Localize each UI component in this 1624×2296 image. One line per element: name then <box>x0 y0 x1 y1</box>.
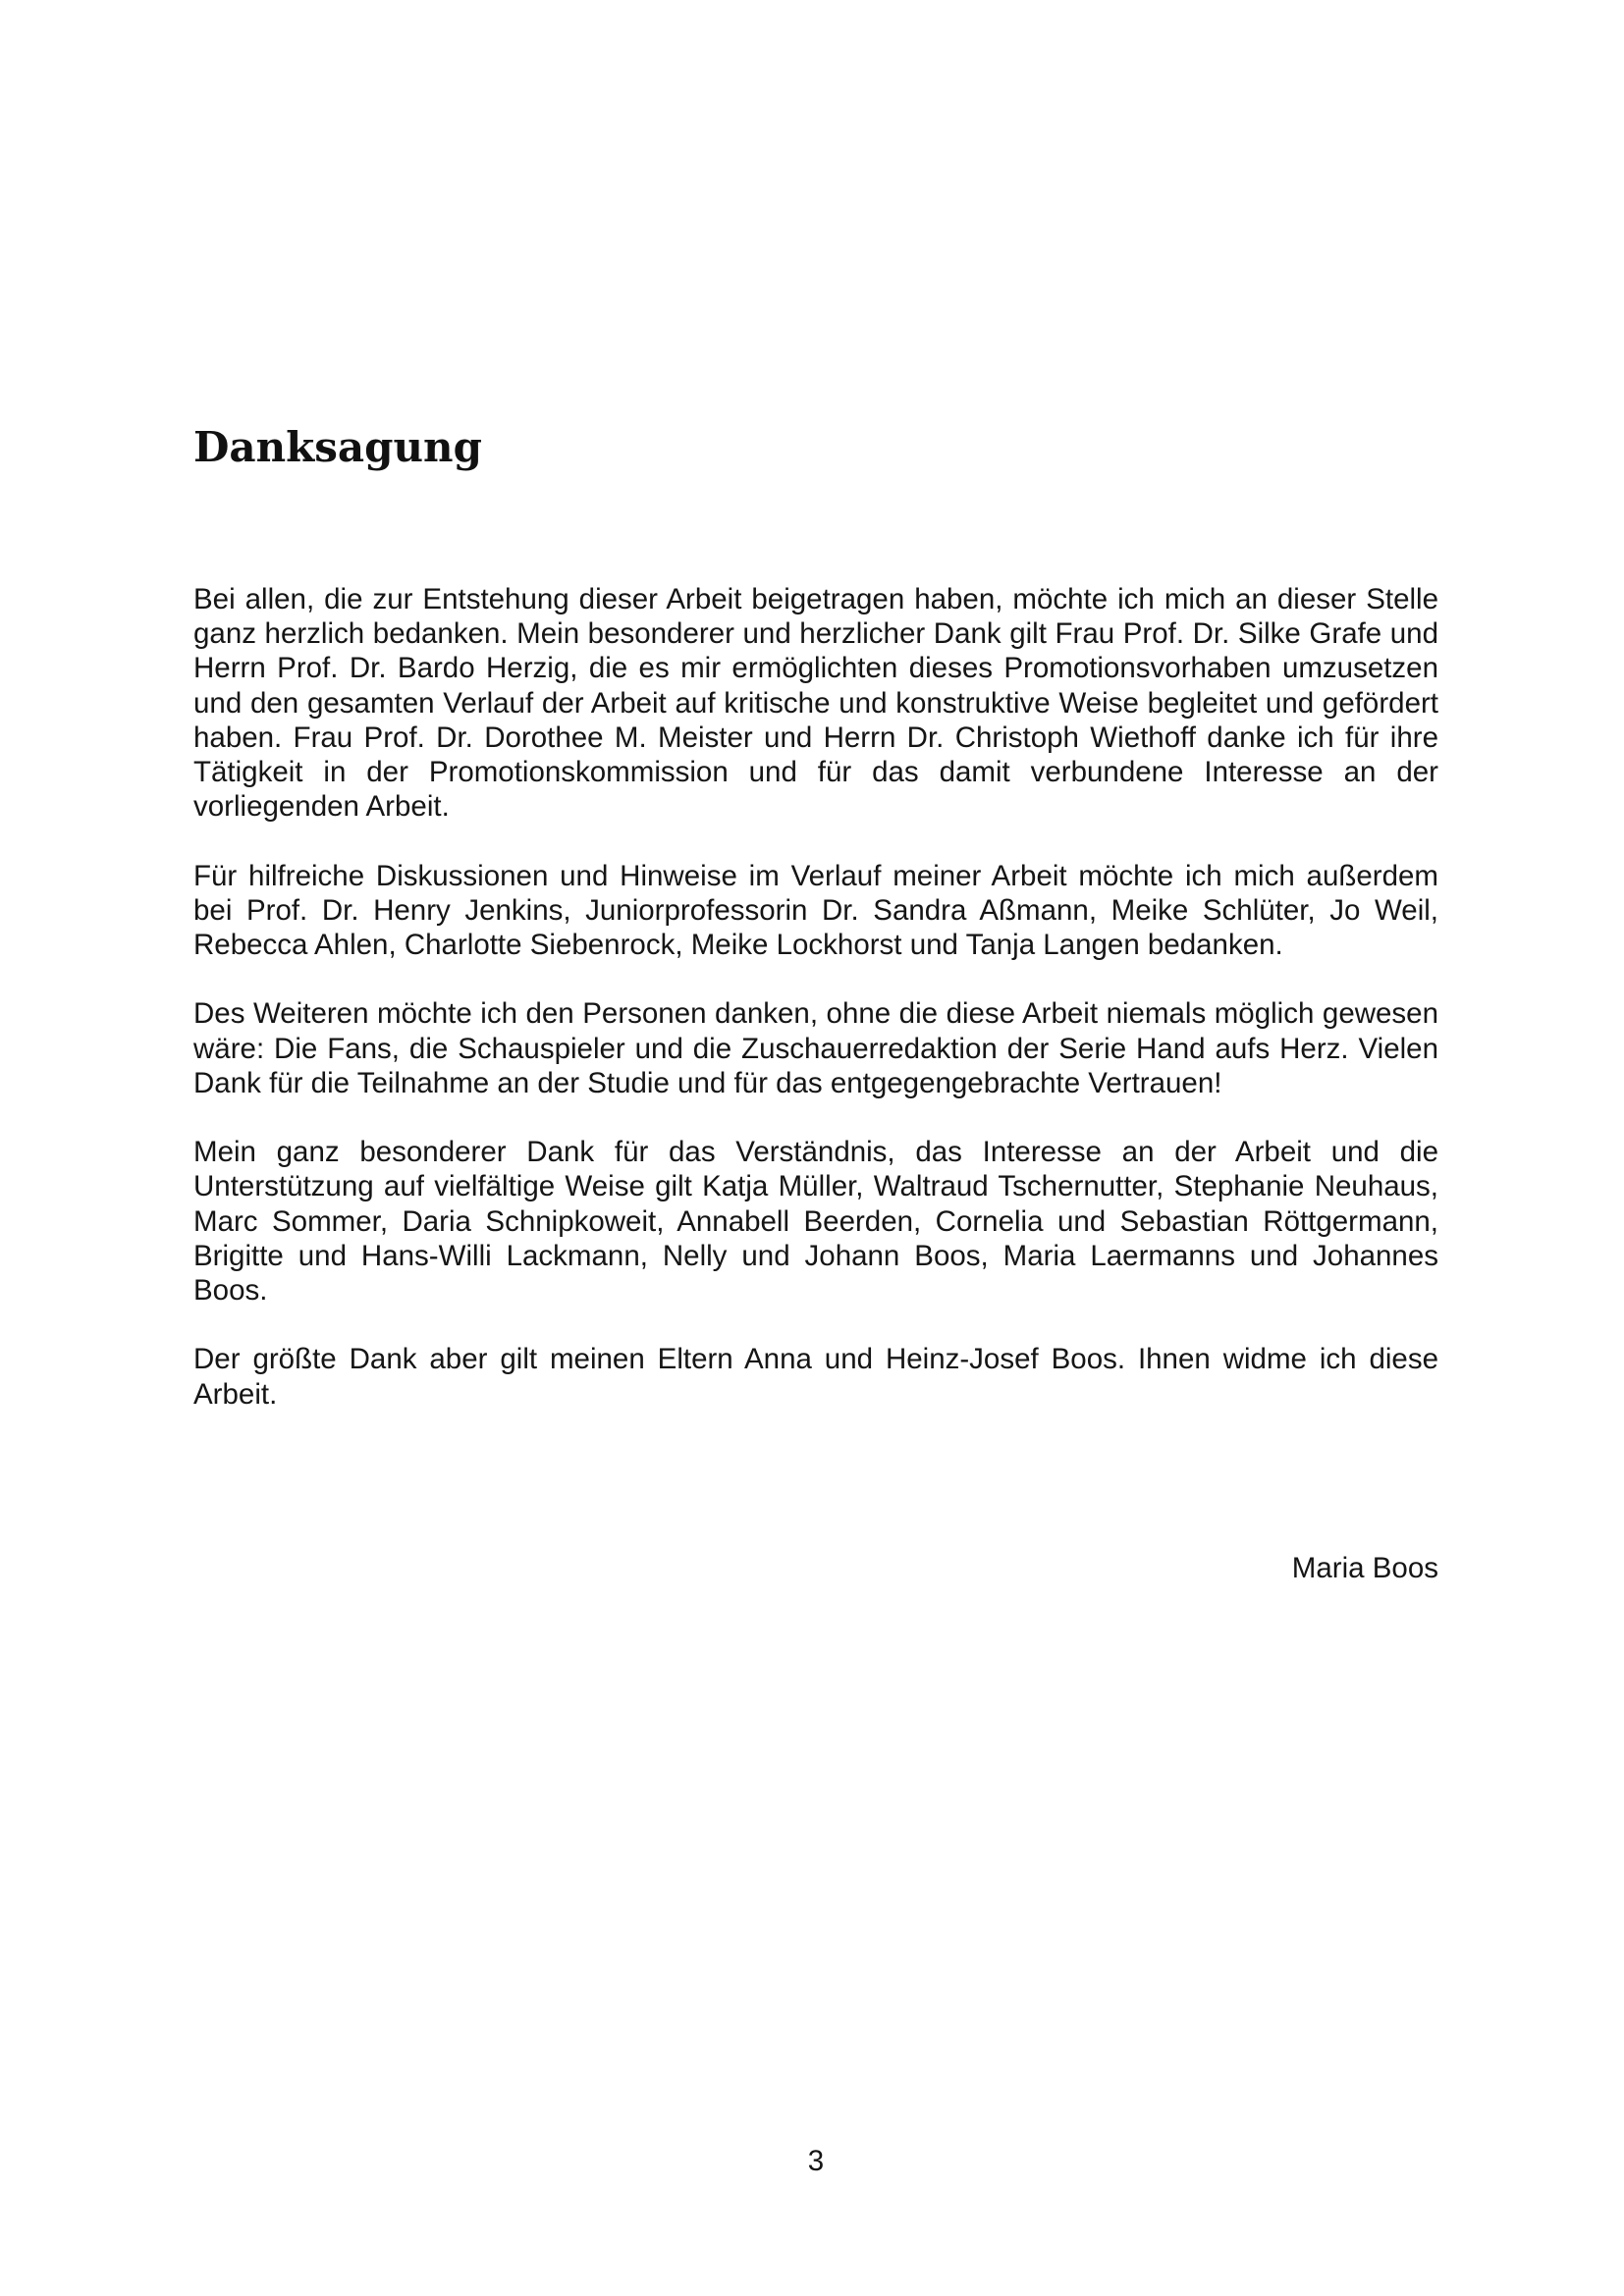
acknowledgements-body <box>193 582 1438 1446</box>
author-signature: Maria Boos <box>1291 1552 1438 1584</box>
paragraph-parents: Der größte Dank aber gilt meinen Eltern Anna und Heinz-Josef Boos. Ihnen widme ich diese Arbeit. <box>193 1343 1438 1411</box>
paragraph-discussions: Für hilfreiche Diskussionen und Hinweise im Verlauf meiner Arbeit möchte ich mich außerdem bei Prof. Dr. Henry Jenkins, Juniorprofessorin Dr. Sandra Aßmann, Meike Schlüter, Jo Weil, Rebecca Ahlen, Charlotte Siebenrock, Meike Lockhorst und Tanja Langen bedanken. <box>193 859 1438 962</box>
paragraph-participants: Des Weiteren möchte ich den Personen danken, ohne die diese Arbeit niemals möglich gewesen wäre: Die Fans, die Schauspieler und die Zuschauerredaktion der Serie Hand aufs Herz. Vielen Dank für die Teilnahme an der Studie und für das entgegengebrachte Vertrauen! <box>193 997 1438 1099</box>
paragraph-supervisors: Bei allen, die zur Entstehung dieser Arbeit beigetragen haben, möchte ich mich an dieser Stelle ganz herzlich bedanken. Mein besonderer und herzlicher Dank gilt Frau Prof. Dr. Silke Grafe und Herrn Prof. Dr. Bardo Herzig, die es mir ermöglichten dieses Promotionsvorhaben umzusetzen und den gesamten Verlauf der Arbeit auf kritische und konstruktive Weise begleitet und gefördert haben. Frau Prof. Dr. Dorothee M. Meister und Herrn Dr. Christoph Wiethoff danke ich für ihre Tätigkeit in der Promotionskommission und für das damit verbundene Interesse an der vorliegenden Arbeit. <box>193 583 1438 824</box>
page-number: 3 <box>807 2145 825 2177</box>
paragraph-support: Mein ganz besonderer Dank für das Verständnis, das Interesse an der Arbeit und die Unterstützung auf vielfältige Weise gilt Katja Müller, Waltraud Tschernutter, Stephanie Neuhaus, Marc Sommer, Daria Schnipkoweit, Annabell Beerden, Cornelia und Sebastian Röttgermann, Brigitte und Hans-Willi Lackmann, Nelly und Johann Boos, Maria Laermanns und Johannes Boos. <box>193 1136 1438 1308</box>
page-title: Danksagung <box>193 423 482 471</box>
